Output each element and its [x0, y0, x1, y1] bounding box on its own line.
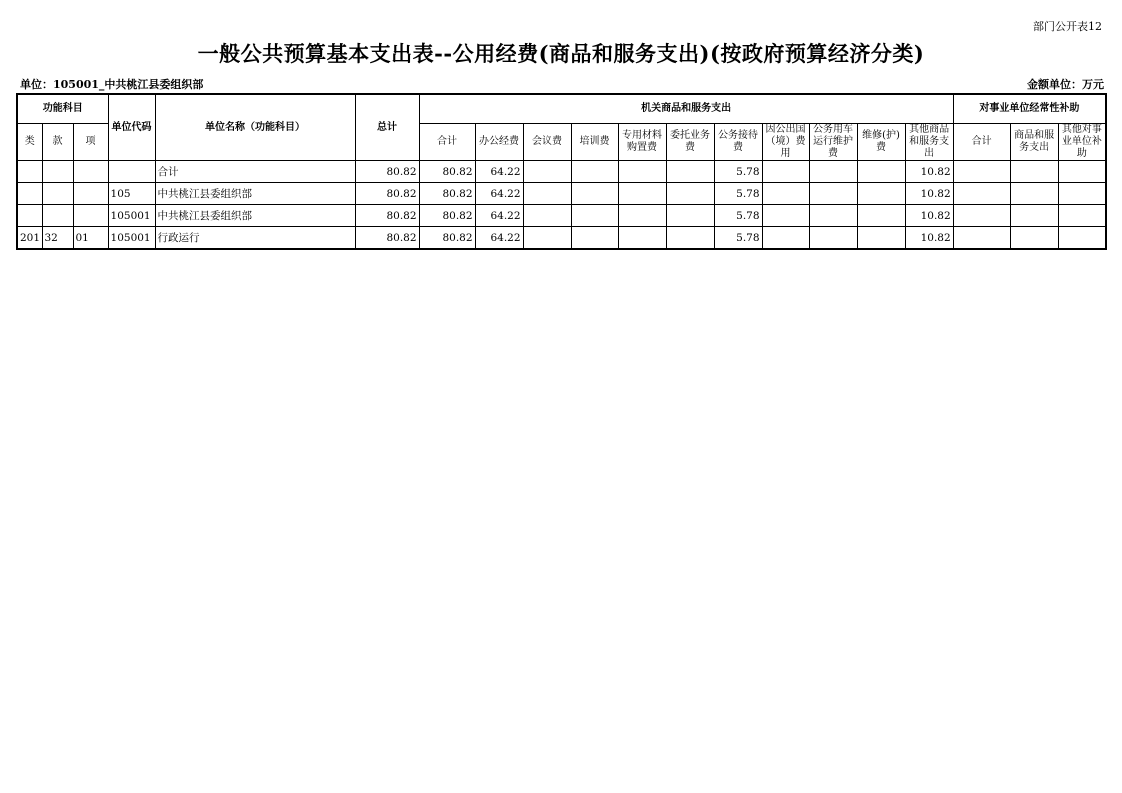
header-col-6: 公务接待费 — [714, 124, 762, 161]
cell-value: 10.82 — [905, 183, 953, 205]
header-col-4: 专用材料购置费 — [618, 124, 666, 161]
cell-lei: 201 — [17, 227, 42, 250]
cell-value — [571, 183, 618, 205]
cell-value — [762, 161, 809, 183]
table-row — [17, 227, 1106, 250]
cell-subsidy — [1010, 161, 1058, 183]
unit-label: 单位：105001_中共桃江县委组织部 — [20, 78, 204, 91]
header-agency-goods: 机关商品和服务支出 — [419, 94, 953, 124]
cell-value — [523, 183, 571, 205]
cell-value — [618, 183, 666, 205]
cell-value: 5.78 — [714, 227, 762, 250]
cell-value — [857, 161, 905, 183]
cell-xiang — [73, 183, 108, 205]
cell-value — [809, 205, 857, 227]
cell-unit-code: 105001 — [108, 205, 155, 227]
cell-subsidy — [953, 205, 1010, 227]
cell-subsidy — [1058, 227, 1106, 250]
cell-value — [666, 183, 714, 205]
cell-kuan: 32 — [42, 227, 73, 250]
header-subsidy-col-1: 商品和服务支出 — [1010, 124, 1058, 161]
cell-unit-code — [108, 161, 155, 183]
cell-value — [618, 205, 666, 227]
page-title: 一般公共预算基本支出表--公用经费(商品和服务支出)(按政府预算经济分类) — [197, 41, 925, 66]
header-xiang: 项 — [73, 124, 108, 161]
cell-xiang — [73, 205, 108, 227]
cell-value — [571, 227, 618, 250]
header-col-9: 维修(护)费 — [857, 124, 905, 161]
cell-subsidy — [1058, 205, 1106, 227]
cell-value: 5.78 — [714, 183, 762, 205]
cell-value: 80.82 — [419, 227, 475, 250]
cell-total: 80.82 — [355, 161, 419, 183]
cell-value — [857, 205, 905, 227]
cell-total: 80.82 — [355, 205, 419, 227]
cell-subsidy — [1010, 183, 1058, 205]
cell-subsidy — [1010, 227, 1058, 250]
cell-subsidy — [953, 227, 1010, 250]
header-subsidy-col-0: 合计 — [953, 124, 1010, 161]
cell-total: 80.82 — [355, 227, 419, 250]
cell-unit-code: 105 — [108, 183, 155, 205]
header-kuan: 款 — [42, 124, 73, 161]
cell-value — [666, 227, 714, 250]
header-subsidy-col-2: 其他对事业单位补助 — [1058, 124, 1106, 161]
cell-value — [809, 183, 857, 205]
cell-lei — [17, 205, 42, 227]
cell-kuan — [42, 161, 73, 183]
cell-subsidy — [1010, 205, 1058, 227]
cell-total: 80.82 — [355, 183, 419, 205]
cell-value — [762, 205, 809, 227]
header-col-5: 委托业务费 — [666, 124, 714, 161]
header-subsidy: 对事业单位经常性补助 — [953, 94, 1106, 124]
table-row — [17, 161, 1106, 183]
cell-xiang: 01 — [73, 227, 108, 250]
header-unit-code: 单位代码 — [108, 94, 155, 161]
cell-value — [666, 205, 714, 227]
cell-unit-name: 合计 — [155, 161, 355, 183]
header-col-2: 会议费 — [523, 124, 571, 161]
amount-unit-label: 金额单位：万元 — [1027, 78, 1104, 91]
cell-subsidy — [953, 183, 1010, 205]
cell-value: 64.22 — [475, 183, 523, 205]
cell-value — [523, 227, 571, 250]
cell-unit-name: 中共桃江县委组织部 — [155, 183, 355, 205]
header-lei: 类 — [17, 124, 42, 161]
header-col-7: 因公出国（境）费用 — [762, 124, 809, 161]
cell-value: 10.82 — [905, 227, 953, 250]
cell-value: 5.78 — [714, 161, 762, 183]
cell-value: 10.82 — [905, 161, 953, 183]
cell-value: 64.22 — [475, 161, 523, 183]
cell-value — [857, 183, 905, 205]
cell-kuan — [42, 183, 73, 205]
table-body — [17, 161, 1106, 250]
header-col-1: 办公经费 — [475, 124, 523, 161]
cell-value: 5.78 — [714, 205, 762, 227]
header-col-8: 公务用车运行维护费 — [809, 124, 857, 161]
cell-value — [762, 227, 809, 250]
cell-value — [523, 205, 571, 227]
cell-value — [618, 227, 666, 250]
header-col-3: 培训费 — [571, 124, 618, 161]
cell-unit-name: 行政运行 — [155, 227, 355, 250]
cell-value: 80.82 — [419, 205, 475, 227]
cell-value — [523, 161, 571, 183]
cell-subsidy — [953, 161, 1010, 183]
cell-xiang — [73, 161, 108, 183]
cell-lei — [17, 161, 42, 183]
header-col-10: 其他商品和服务支出 — [905, 124, 953, 161]
cell-unit-code: 105001 — [108, 227, 155, 250]
cell-value — [571, 161, 618, 183]
cell-value — [762, 183, 809, 205]
cell-value: 10.82 — [905, 205, 953, 227]
cell-value — [809, 161, 857, 183]
cell-subsidy — [1058, 161, 1106, 183]
cell-value — [666, 161, 714, 183]
cell-value — [809, 227, 857, 250]
cell-subsidy — [1058, 183, 1106, 205]
cell-kuan — [42, 205, 73, 227]
header-unit-name: 单位名称（功能科目） — [155, 94, 355, 161]
table-row — [17, 183, 1106, 205]
page-code: 部门公开表12 — [1033, 20, 1102, 33]
header-col-0: 合计 — [419, 124, 475, 161]
cell-value — [571, 205, 618, 227]
cell-lei — [17, 183, 42, 205]
cell-value — [618, 161, 666, 183]
cell-value: 80.82 — [419, 183, 475, 205]
cell-value: 64.22 — [475, 227, 523, 250]
cell-value: 80.82 — [419, 161, 475, 183]
cell-unit-name: 中共桃江县委组织部 — [155, 205, 355, 227]
table-row — [17, 205, 1106, 227]
header-func-subject: 功能科目 — [17, 94, 108, 124]
budget-table — [16, 93, 1107, 250]
header-total: 总计 — [355, 94, 419, 161]
cell-value: 64.22 — [475, 205, 523, 227]
cell-value — [857, 227, 905, 250]
